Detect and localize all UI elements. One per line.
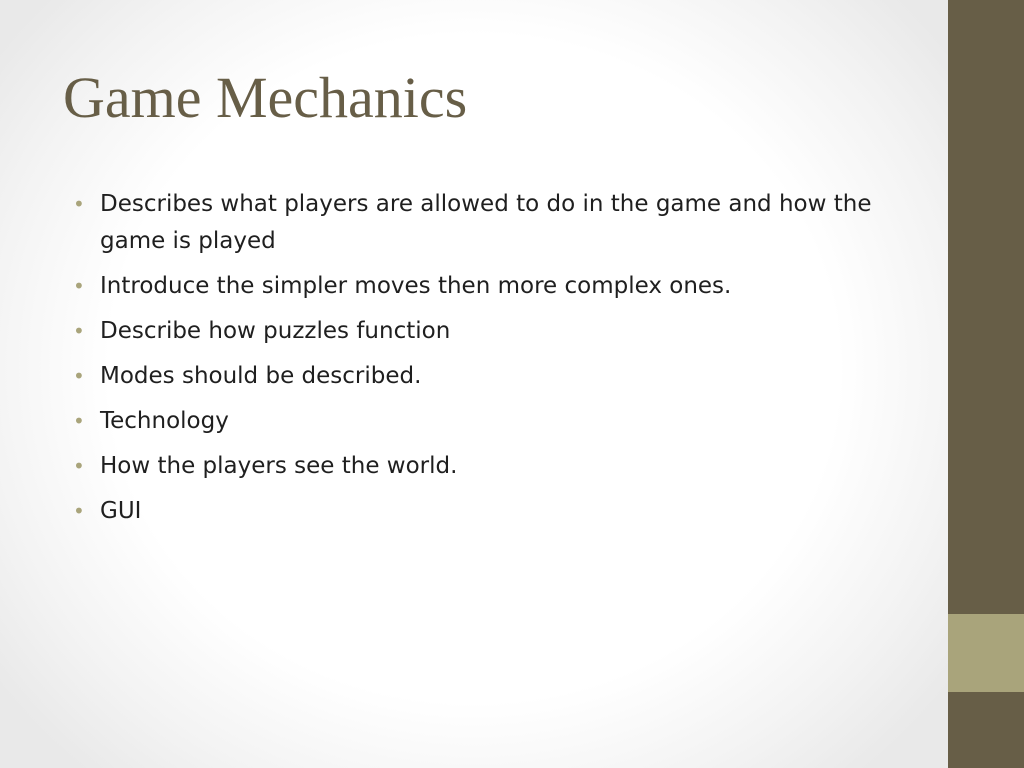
bullet-dot-icon: • xyxy=(73,454,85,478)
bullet-list xyxy=(73,186,920,538)
bullet-item xyxy=(73,358,920,395)
bullet-item xyxy=(73,268,920,305)
bullet-item xyxy=(73,493,920,530)
bullet-item xyxy=(73,448,920,485)
bullet-text: Technology xyxy=(100,408,229,434)
bullet-text: GUI xyxy=(100,498,142,524)
bullet-dot-icon: • xyxy=(73,192,85,216)
bullet-item xyxy=(73,186,920,260)
bullet-item xyxy=(73,313,920,350)
bullet-text: How the players see the world. xyxy=(100,453,458,479)
slide-title: Game Mechanics xyxy=(63,65,468,130)
bullet-text: Modes should be described. xyxy=(100,363,422,389)
bullet-dot-icon: • xyxy=(73,274,85,298)
bullet-dot-icon: • xyxy=(73,319,85,343)
side-decoration-accent xyxy=(948,614,1024,692)
bullet-text: Describe how puzzles function xyxy=(100,318,451,344)
bullet-text: Describes what players are allowed to do in the game and how the game is played xyxy=(100,191,872,254)
bullet-item xyxy=(73,403,920,440)
bullet-dot-icon: • xyxy=(73,499,85,523)
bullet-dot-icon: • xyxy=(73,364,85,388)
bullet-text: Introduce the simpler moves then more complex ones. xyxy=(100,273,732,299)
bullet-dot-icon: • xyxy=(73,409,85,433)
